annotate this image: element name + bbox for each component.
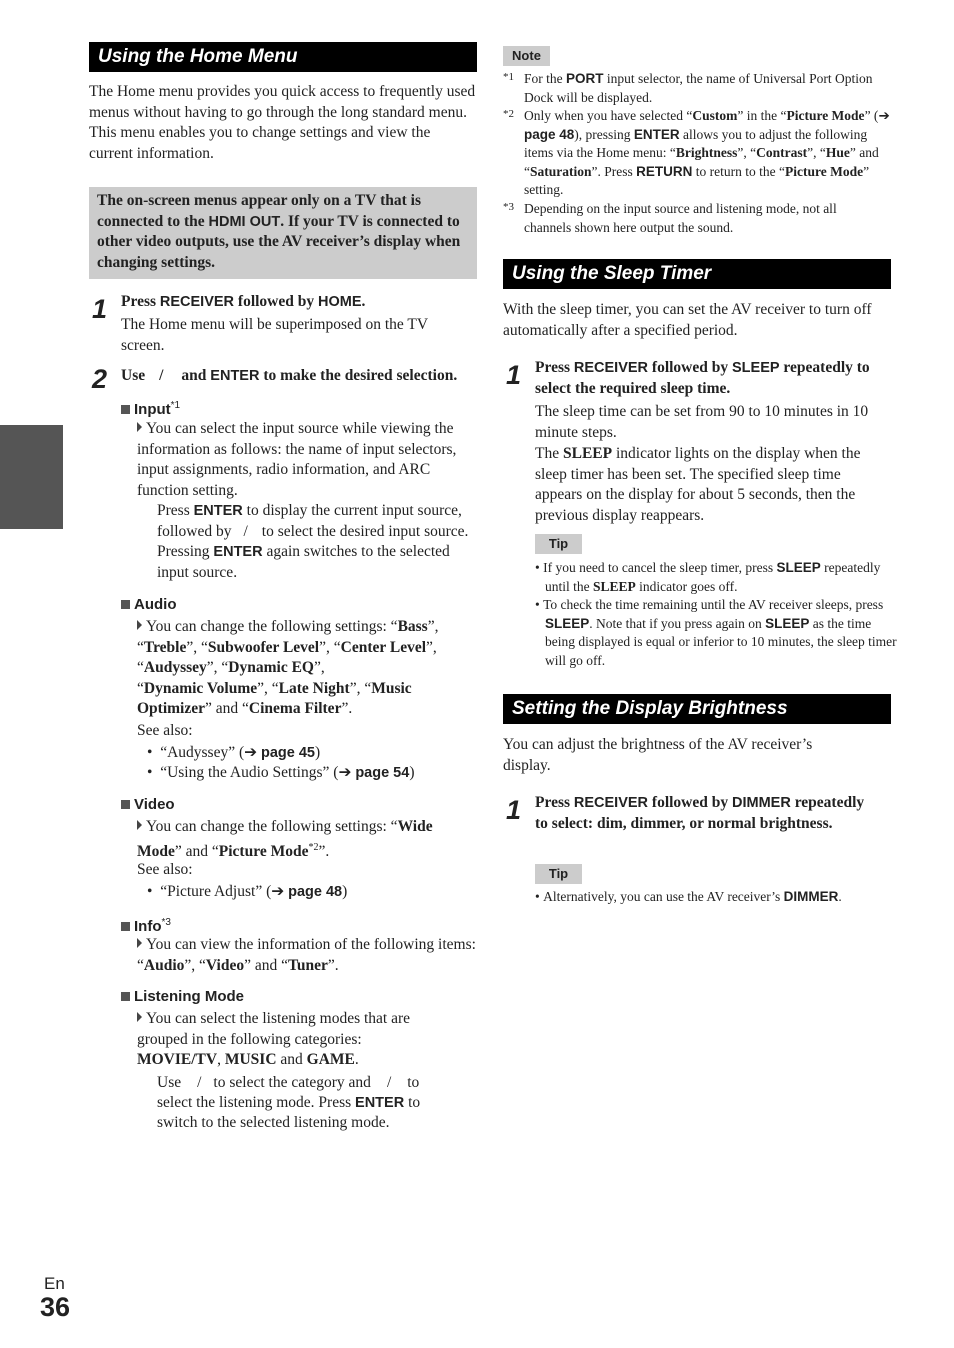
step2-title: Use / and ENTER to make the desired selection.	[121, 367, 458, 384]
square-bullet-icon	[121, 405, 130, 414]
audio-description: You can change the following settings: “Bass”, “Treble”, “Subwoofer Level”, “Center Level”, “Audyssey”, “Dynamic EQ”, “Dynamic Volume”, “Late Night”, “Music Optimizer” and “Cinema Filter”.	[137, 618, 439, 717]
square-bullet-icon	[121, 600, 130, 609]
sleep-step-title: Press RECEIVER followed by SLEEP repeatedly to select the required sleep time.	[535, 359, 870, 397]
brightness-tip-label: Tip	[535, 864, 582, 884]
note-mark-2: *2	[503, 108, 514, 120]
video-subheading: Video	[121, 796, 175, 814]
video-description: You can change the following settings: “Wide Mode” and “Picture Mode$^{*2}$”.	[137, 818, 433, 860]
note-label: Note	[503, 46, 550, 66]
triangle-bullet-icon	[137, 1012, 142, 1022]
brightness-step-title: Press RECEIVER followed by DIMMER repeatedly to select: dim, dimmer, or normal brightness.	[535, 794, 865, 832]
note-3: Depending on the input source and listening mode, not all channels shown here output the sound.	[524, 201, 837, 235]
brightness-tip: • Alternatively, you can use the AV receiver’s DIMMER.	[535, 889, 842, 904]
note-mark-1: *1	[503, 71, 514, 83]
sleep-tip-label: Tip	[535, 534, 582, 554]
info-description: You can view the information of the following items: “Audio”, “Video” and “Tuner”.	[137, 936, 476, 974]
input-instruction: Press ENTER to display the current input source, followed by / to select the desired input source. Pressing ENTER again switches to the selected input source.	[157, 502, 469, 581]
listening-mode-description: You can select the listening modes that are grouped in the following categories: MOVIE/TV, MUSIC and GAME.	[137, 1010, 411, 1068]
note-2: Only when you have selected “Custom” in the “Picture Mode” (➔ page 48), pressing ENTER allows you to adjust the following items via the Home menu: “Brightness”, “Contrast”, “Hue” and “Saturation”. Press RETURN to return to the “Picture Mode” setting.	[524, 108, 890, 197]
square-bullet-icon	[121, 800, 130, 809]
side-tab	[0, 425, 63, 529]
home-menu-title: Using the Home Menu	[98, 46, 298, 67]
sleep-tip-1: • If you need to cancel the sleep timer, press SLEEP repeatedly until the SLEEP indicator goes off.	[535, 560, 881, 594]
display-brightness-title: Setting the Display Brightness	[512, 698, 788, 719]
sleep-step-desc-2: The SLEEP indicator lights on the display when the sleep timer has been set. The specified sleep time appears on the display for about 5 seconds, then the previous display reappears.	[535, 445, 861, 524]
video-see-also: See also:	[137, 861, 193, 878]
input-subheading: Input$^{*1}$	[121, 397, 180, 419]
triangle-bullet-icon	[137, 820, 142, 830]
hdmi-notice-box	[89, 187, 477, 279]
square-bullet-icon	[121, 922, 130, 931]
home-menu-intro: The Home menu provides you quick access to frequently used menus without having to go through the long standard menu. This menu enables you to change settings and view the current information.	[89, 83, 476, 162]
display-brightness-heading	[503, 694, 891, 724]
audio-link-audio-settings[interactable]: • “Using the Audio Settings” (➔ page 54)	[147, 764, 415, 781]
audio-link-audyssey[interactable]: • “Audyssey” (➔ page 45)	[147, 744, 321, 761]
sleep-timer-title: Using the Sleep Timer	[512, 263, 712, 284]
listening-mode-instruction-3: switch to the selected listening mode.	[157, 1114, 390, 1131]
sleep-tip-2: • To check the time remaining until the AV receiver sleeps, press SLEEP. Note that if you press again on SLEEP as the time being displayed is equal or inferior to 10 minutes, the sleep timer will go off.	[535, 597, 897, 668]
audio-see-also: See also:	[137, 722, 193, 739]
step1-title: Press RECEIVER followed by HOME.	[121, 293, 366, 310]
sleep-step-number: 1	[506, 360, 522, 390]
triangle-bullet-icon	[137, 620, 142, 630]
sleep-timer-intro: With the sleep timer, you can set the AV receiver to turn off automatically after a specified period.	[503, 301, 872, 339]
note-mark-3: *3	[503, 201, 514, 213]
listening-mode-instruction-1: Use / to select the category and / to	[157, 1074, 420, 1091]
home-menu-heading	[89, 42, 477, 72]
step1-description: The Home menu will be superimposed on the TV screen.	[121, 316, 428, 354]
display-brightness-intro: You can adjust the brightness of the AV receiver’s display.	[503, 736, 813, 774]
step-number-1: 1	[92, 294, 108, 324]
square-bullet-icon	[121, 992, 130, 1001]
page-number: 36	[40, 1292, 71, 1322]
sleep-timer-heading	[503, 259, 891, 289]
step-number-2: 2	[92, 364, 108, 394]
listening-mode-subheading: Listening Mode	[121, 988, 244, 1006]
video-link-picture-adjust[interactable]: • “Picture Adjust” (➔ page 48)	[147, 883, 348, 900]
triangle-bullet-icon	[137, 422, 142, 432]
brightness-step-number: 1	[506, 795, 522, 825]
sleep-step-desc-1: The sleep time can be set from 90 to 10 minutes in 10 minute steps.	[535, 403, 869, 441]
info-subheading: Info$^{*3}$	[121, 914, 171, 936]
listening-mode-instruction-2: select the listening mode. Press ENTER to	[157, 1094, 421, 1111]
audio-subheading: Audio	[121, 596, 177, 614]
language-label: En	[44, 1274, 65, 1293]
input-description: You can select the input source while viewing the information as follows: the name of input selectors, input assignments, radio information, and ARC function setting.	[137, 420, 457, 499]
hdmi-out-keyword: HDMI OUT	[208, 213, 281, 230]
triangle-bullet-icon	[137, 938, 142, 948]
hdmi-notice-text: The on-screen menus appear only on a TV that is connected to the HDMI OUT. If your TV is connected to other video outputs, use the AV receiver’s display when changing settings.	[97, 192, 461, 271]
note-1: For the PORT input selector, the name of Universal Port Option Dock will be displayed.	[524, 71, 873, 105]
